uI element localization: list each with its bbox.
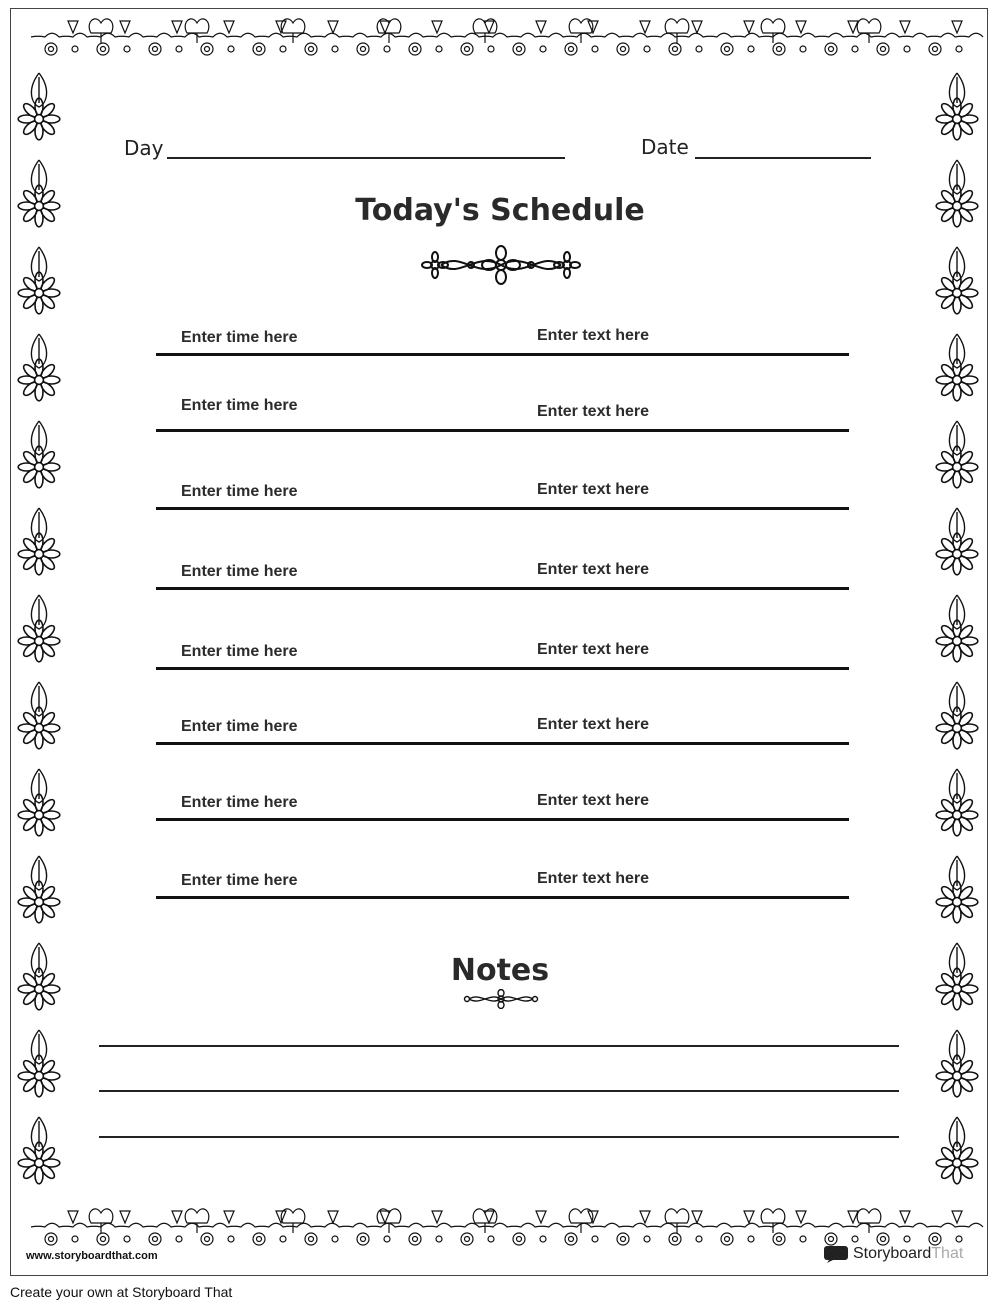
schedule-time-cell[interactable]: Enter time here — [181, 643, 298, 660]
schedule-row-line — [156, 587, 849, 590]
schedule-time-cell[interactable]: Enter time here — [181, 483, 298, 500]
schedule-text-cell[interactable]: Enter text here — [537, 641, 650, 658]
date-label: Date — [641, 135, 689, 159]
date-input-line[interactable] — [695, 157, 871, 159]
schedule-time-cell[interactable]: Enter time here — [181, 718, 298, 735]
schedule-row-line — [156, 507, 849, 510]
schedule-text-cell[interactable]: Enter text here — [537, 792, 650, 809]
notes-line[interactable] — [99, 1136, 899, 1138]
notes-title: Notes — [450, 953, 550, 988]
worksheet-page — [10, 8, 988, 1276]
schedule-time-cell[interactable]: Enter time here — [181, 872, 298, 889]
schedule-text-cell[interactable]: Enter text here — [537, 561, 650, 578]
schedule-row-line — [156, 742, 849, 745]
brand-name — [853, 1245, 963, 1263]
schedule-time-cell[interactable]: Enter time here — [181, 563, 298, 580]
day-input-line[interactable] — [167, 157, 565, 159]
brand-name-dark: Storyboard — [853, 1245, 932, 1262]
website-watermark: www.storyboardthat.com — [26, 1250, 158, 1262]
day-label: Day — [124, 136, 164, 160]
schedule-text-cell[interactable]: Enter text here — [537, 870, 650, 887]
schedule-row-line — [156, 353, 849, 356]
schedule-row-line — [156, 429, 849, 432]
storyboard-logo — [823, 1243, 973, 1265]
notes-ornament-icon — [461, 989, 541, 1009]
page-title: Today's Schedule — [355, 193, 645, 228]
storyboard-logo-icon — [823, 1245, 849, 1263]
schedule-text-cell[interactable]: Enter text here — [537, 481, 650, 498]
brand-name-light: That — [931, 1245, 964, 1262]
schedule-row-line — [156, 667, 849, 670]
schedule-row-line — [156, 896, 849, 899]
schedule-text-cell[interactable]: Enter text here — [537, 327, 650, 344]
schedule-time-cell[interactable]: Enter time here — [181, 794, 298, 811]
schedule-row-line — [156, 818, 849, 821]
schedule-text-cell[interactable]: Enter text here — [537, 403, 650, 420]
notes-line[interactable] — [99, 1045, 899, 1047]
page-caption: Create your own at Storyboard That — [10, 1284, 233, 1300]
schedule-time-cell[interactable]: Enter time here — [181, 329, 298, 346]
schedule-time-cell[interactable]: Enter time here — [181, 397, 298, 414]
title-ornament-icon — [421, 245, 581, 285]
schedule-text-cell[interactable]: Enter text here — [537, 716, 650, 733]
notes-line[interactable] — [99, 1090, 899, 1092]
